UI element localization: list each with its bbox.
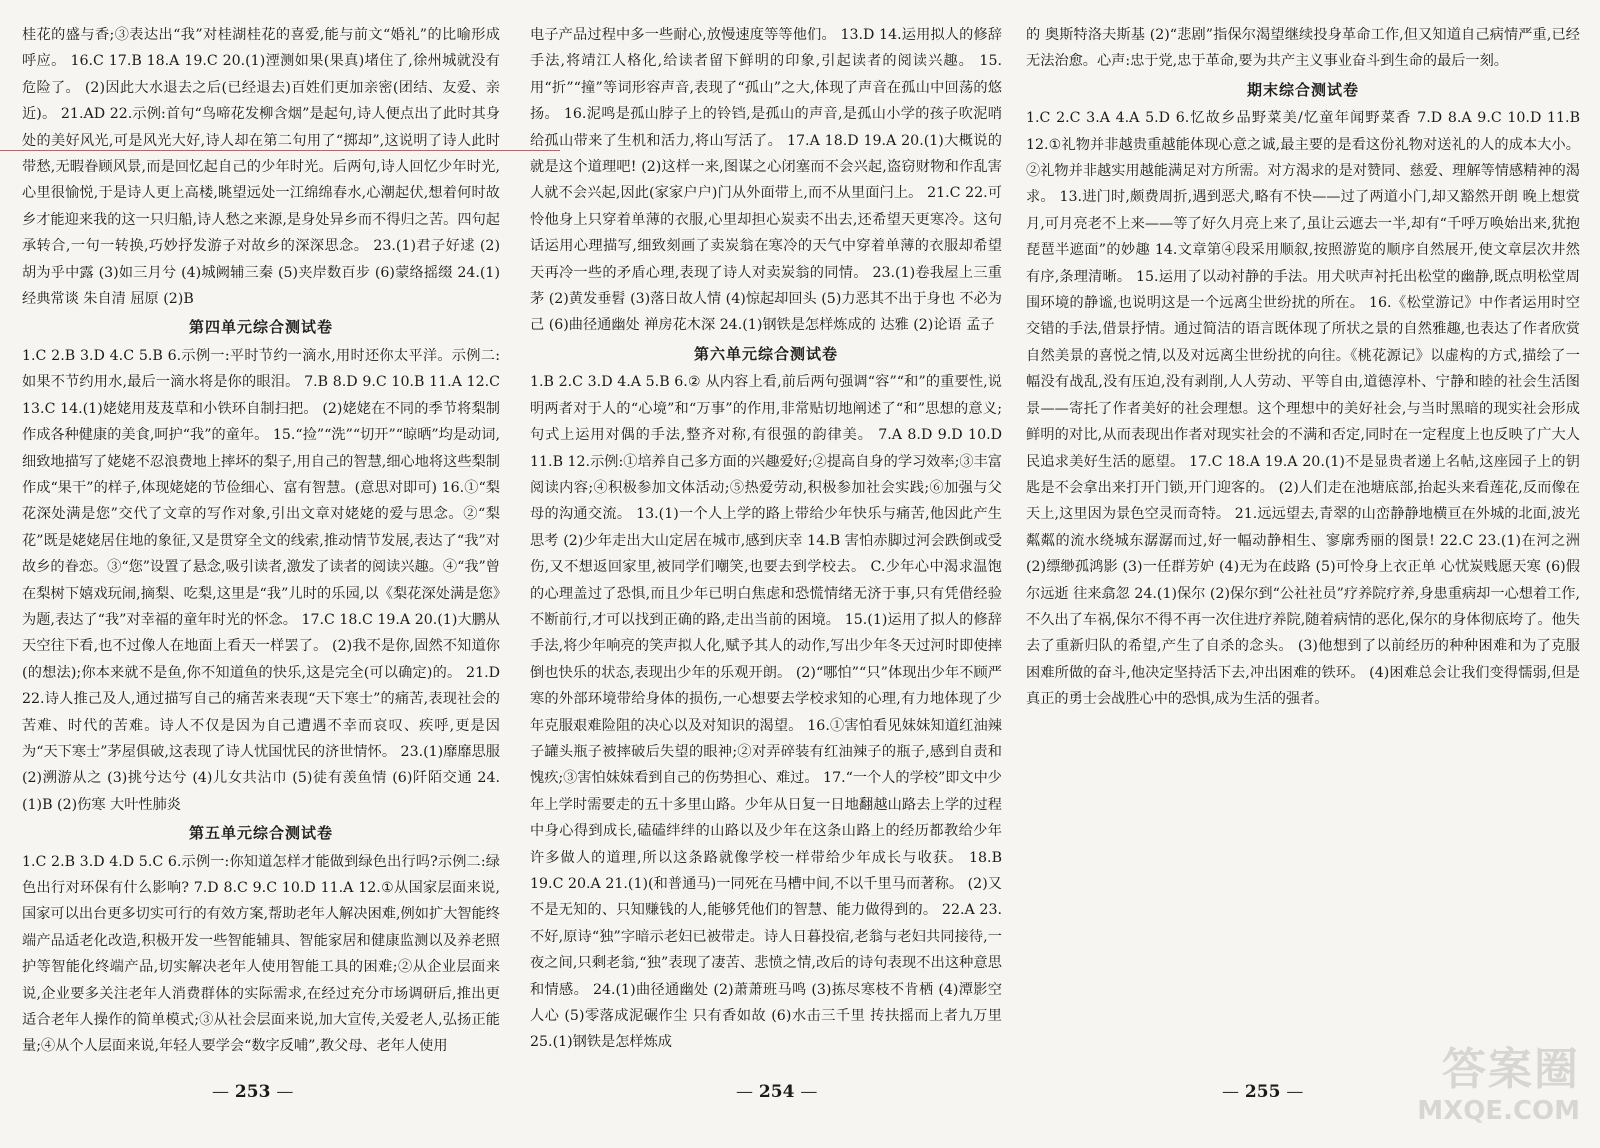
answers-unit3-tail: 桂花的盛与香;③表达出“我”对桂湖桂花的喜爱,能与前文“婚礼”的比喻形成呼应。 16.C 17.B 18.A 19.C 20.(1)湮测如果(果真)堵住了,徐州城就没有危险了。 (2)因此大水退去之后(已经退去)百姓们更加亲密(团结、友爱、亲近)。 21.AD 22.示例:首句“鸟啼花发柳含烟”是起句,诗人便点出了此时其身处的美好风光,可是风光大好,诗人却在第二句用了“掷却”,这说明了诗人此时带愁,无暇眷顾风景,而是回忆起自己的少年时光。后两句,诗人回忆少年时光,心里很愉悦,于是诗人更上高楼,眺望远处一江绵绵春水,心潮起伏,想着何时故乡才能迎来我的这一只归船,诗人愁之来源,是身处异乡而不得归之苦。四句起承转合,一句一转换,巧妙抒发游子对故乡的深深思念。 23.(1)君子好逑 (2)胡为乎中露 (3)如三月兮 (4)城阙辅三秦 (5)夹岸数百步 (6)蒙络摇缀 24.(1)经典常谈 朱自清 屈原 (2)B (22, 27, 500, 308)
answers-unit5-tail: 电子产品过程中多一些耐心,放慢速度等等他们。 13.D 14.运用拟人的修辞手法,将靖江人格化,给读者留下鲜明的印象,引起读者的阅读兴趣。 15.用“折”“撞”等词形容声音,表现了“孤山”之大,体现了声音在孤山中回荡的悠扬。 16.泥鸣是孤山脖子上的铃铛,是孤山的声音,是孤山小学的孩子吹泥哨给孤山带来了生机和活力,将山写活了。 17.A 18.D 19.A 20.(1)大概说的就是这个道理吧! (2)这样一来,图谋之心闭塞而不会兴起,盗窃财物和作乱害人就不会兴起,因此(家家户户)门从外面带上,而不从里面闩上。 21.C 22.可怜他身上只穿着单薄的衣服,心里却担心炭卖不出去,还希望天更寒冷。这句话运用心理描写,细致刻画了卖炭翁在寒冷的天气中穿着单薄的衣服却希望天再冷一些的矛盾心理,表现了诗人对卖炭翁的同情。 23.(1)卷我屋上三重茅 (2)黄发垂髫 (3)落日故人情 (4)惊起却回头 (5)力恶其不出于身也 不必为己 (6)曲径通幽处 禅房花木深 24.(1)钢铁是怎样炼成的 达雅 (2)论语 孟子 (530, 27, 1002, 334)
answers-final: 1.C 2.C 3.A 4.A 5.D 6.忆故乡品野菜美/忆童年闻野菜香 7.D 8.A 9.C 10.D 11.B 12.①礼物并非越贵重越能体现心意之诚,最主要的是看这份礼物对送礼的人的成本大小。②礼物并非越实用越能满足对方所需。对方渴求的是对赞同、慈爱、理解等情感精神的渴求。 13.进门时,颇费周折,遇到恶犬,略有不快——过了两道小门,却又豁然开朗 晚上想赏月,可月亮老不上来——等了好久月亮上来了,虽让云遮去一半,却有“千呼万唤始出来,犹抱琵琶半遮面”的妙趣 14.文章第④段采用顺叙,按照游览的顺序自然展开,使文章层次井然有序,条理清晰。 15.运用了以动衬静的手法。用犬吠声衬托出松堂的幽静,既点明松堂周围环境的静谧,也说明这是一个远离尘世纷扰的所在。 16.《松堂游记》中作者运用时空交错的手法,借景抒情。通过简洁的语言既体现了所状之景的自然雅趣,也表达了作者欣赏自然美景的喜悦之情,以及对远离尘世纷扰的向往。《桃花源记》以虚构的方式,描绘了一幅没有战乱,没有压迫,没有剥削,人人劳动、平等自由,道德淳朴、宁静和睦的社会生活图景——寄托了作者美好的社会理想。这个理想中的美好社会,与当时黑暗的现实社会形成鲜明的对比,从而表现出作者对现实社会的不满和否定,同时在一定程度上也反映了广大人民追求美好生活的愿望。 17.C 18.A 19.A 20.(1)不是显贵者递上名帖,这座园子上的钥匙是不会拿出来打开门锁,开门迎客的。 (2)人们走在池塘底部,抬起头来看莲花,反而像在天上,这里因为景色空灵而奇特。 21.远远望去,青翠的山峦静静地横亘在外城的北面,波光粼粼的流水绕城东潺潺而过,好一幅动静相生、寥廓秀丽的图景! 22.C 23.(1)在河之洲 (2)缥缈孤鸿影 (3)一任群芳妒 (4)无为在歧路 (5)可怜身上衣正单 心忧炭贱愿天寒 (6)假尔远逝 往来翕忽 24.(1)保尔 (2)保尔到“公社社员”疗养院疗养,身患重病却一心想着工作,不久出了车祸,保尔不得不再一次住进疗养院,随着病情的恶化,保尔的身体彻底垮了。他失去了重新归队的希望,产生了自杀的念头。 (3)他想到了以前经历的种种困难和为了克服困难所做的奋斗,他决定坚持活下去,冲出困难的铁环。 (4)困难总会让我们变得懦弱,但是真正的勇士会战胜心中的恐惧,成为生活的强者。 (1026, 110, 1580, 708)
page-number-right: — 255 — (1222, 1082, 1304, 1102)
watermark-logo-text: 答案圈 (1442, 1044, 1580, 1095)
page-number-middle: — 254 — (736, 1082, 818, 1102)
watermark-domain: MXQE.COM (1417, 1096, 1580, 1126)
section-title-final: 期末综合测试卷 (1246, 80, 1359, 99)
section-title-unit5: 第五单元综合测试卷 (188, 824, 333, 843)
section-title-unit4: 第四单元综合测试卷 (188, 318, 333, 337)
page-number-left: — 253 — (212, 1082, 294, 1102)
column-left (22, 22, 500, 1082)
answers-unit6: 1.B 2.C 3.D 4.A 5.B 6.② 从内容上看,前后两句强调“容”“和”的重要性,说明两者对于人的“心境”和“万事”的作用,非常贴切地阐述了“和”思想的意义;句式上运用对偶的手法,整齐对称,有很强的韵律美。 7.A 8.D 9.D 10.D 11.B 12.示例:①培养自己多方面的兴趣爱好;②提高自身的学习效率;③丰富阅读内容;④积极参加文体活动;⑤热爱劳动,积极参加社会实践;⑥加强与父母的沟通交流。 13.(1)一个人上学的路上带给少年快乐与痛苦,他因此产生思考 (2)少年走出大山定居在城市,感到庆幸 14.B 害怕赤脚过河会跌倒或受伤,又不想返回家里,被同学们嘲笑,也要去到学校去。 C.少年心中渴求温饱的心理盖过了恐惧,而且少年已明白焦虑和恐慌情绪无济于事,只有凭借经验不断前行,才可以找到正确的路,走出当前的困境。 15.(1)运用了拟人的修辞手法,将少年响亮的笑声拟人化,赋予其人的动作,写出少年冬天过河时即使摔倒也快乐的状态,表现出少年的乐观开朗。 (2)“哪怕”“只”体现出少年不顾严寒的外部环境带给身体的损伤,一心想要去学校求知的心理,有力地体现了少年克服艰难险阻的决心以及对知识的渴望。 16.①害怕看见妹妹知道红油辣子罐头瓶子被摔破后失望的眼神;②对弄碎装有红油辣子的瓶子,感到自责和愧疚;③害怕妹妹看到自己的伤势担心、难过。 17.“一个人的学校”即文中少年上学时需要走的五十多里山路。少年从日复一日地翻越山路去上学的过程中身心得到成长,磕磕绊绊的山路以及少年在这条山路上的经历都教给少年许多做人的道理,所以这条路就像学校一样带给少年成长与收获。 18.B 19.C 20.A 21.(1)(和普通马)一同死在马槽中间,不以千里马而著称。 (2)又不是无知的、只知赚钱的人,能够凭他们的智慧、能力做得到的。 22.A 23.不好,原诗“独”字暗示老妇已被带走。诗人日暮投宿,老翁与老妇共同接待,一夜之间,只剩老翁,“独”表现了凄苦、悲愤之情,改后的诗句表现不出这种意思和情感。 24.(1)曲径通幽处 (2)萧萧班马鸣 (3)拣尽寒枝不肯栖 (4)潭影空人心 (5)零落成泥碾作尘 只有香如故 (6)水击三千里 抟扶摇而上者九万里 25.(1)钢铁是怎样炼成 (530, 374, 1002, 1051)
answers-unit5-head: 1.C 2.B 3.D 4.D 5.C 6.示例一:你知道怎样才能做到绿色出行吗?示例二:绿色出行对环保有什么影响? 7.D 8.C 9.C 10.D 11.A 12.①从国家层面来说,国家可以出台更多切实可行的有效方案,帮助老年人解决困难,例如扩大智能终端产品适老化改造,积极开发一些智能辅具、智能家居和健康监测以及养老照护等智能化终端产品,切实解决老年人使用智能工具的困难;②从企业层面来说,企业要多关注老年人消费群体的实际需求,在经过充分市场调研后,推出更适合老年人操作的简单模式;③从社会层面来说,加大宣传,关爱老人,弘扬正能量;④从个人层面来说,年轻人要学会“数字反哺”,教父母、老年人使用 (22, 853, 500, 1055)
site-watermark (1390, 1044, 1580, 1134)
column-right (1026, 22, 1580, 1082)
section-title-unit6: 第六单元综合测试卷 (693, 344, 838, 363)
answers-unit4: 1.C 2.B 3.D 4.C 5.B 6.示例一:平时节约一滴水,用时还你太平洋。示例二:如果不节约用水,最后一滴水将是你的眼泪。 7.B 8.D 9.C 10.B 11.A 12.C 13.C 14.(1)姥姥用芨芨草和小铁环自制扫把。 (2)姥姥在不同的季节将梨制作成各种健康的美食,呵护“我”的童年。 15.“捡”“洗”“切开”“晾晒”均是动词,细致地描写了姥姥不忍浪费地上摔坏的梨子,用自己的智慧,细心地将这些梨制作成“果干”的样子,体现姥姥的节俭细心、富有智慧。(意思对即可) 16.①“梨花深处满是您”交代了文章的写作对象,引出文章对姥姥的爱与思念。②“梨花”既是姥姥居住地的象征,又是贯穿全文的线索,推动情节发展,表达了“我”对故乡的眷恋。③“您”设置了悬念,吸引读者,激发了读者的阅读兴趣。④“我”曾在梨树下嬉戏玩闹,摘梨、吃梨,这里是“我”儿时的乐园,以《梨花深处满是您》为题,表达了“我”对幸福的童年时光的怀念。 17.C 18.C 19.A 20.(1)大鹏从天空往下看,也不过像人在地面上看天一样罢了。 (2)我不是你,固然不知道你(的想法);你本来就不是鱼,你不知道鱼的快乐,这是完全(可以确定)的。 21.D 22.诗人推己及人,通过描写自己的痛苦来表现“天下寒士”的痛苦,表现社会的苦难、时代的苦难。诗人不仅是因为自己遭遇不幸而哀叹、疾呼,更是因为“天下寒士”茅屋俱破,这表现了诗人忧国忧民的济世情怀。 23.(1)靡靡思服 (2)溯游从之 (3)挑兮达兮 (4)儿女共沾巾 (5)徒有羡鱼情 (6)阡陌交通 24.(1)B (2)伤寒 大叶性肺炎 (22, 347, 500, 813)
answers-unit6-tail: 的 奥斯特洛夫斯基 (2)“悲剧”指保尔渴望继续投身革命工作,但又知道自己病情严重,已经无法治愈。心声:忠于党,忠于革命,要为共产主义事业奋斗到生命的最后一刻。 (1026, 27, 1580, 70)
column-middle (530, 22, 1002, 1082)
